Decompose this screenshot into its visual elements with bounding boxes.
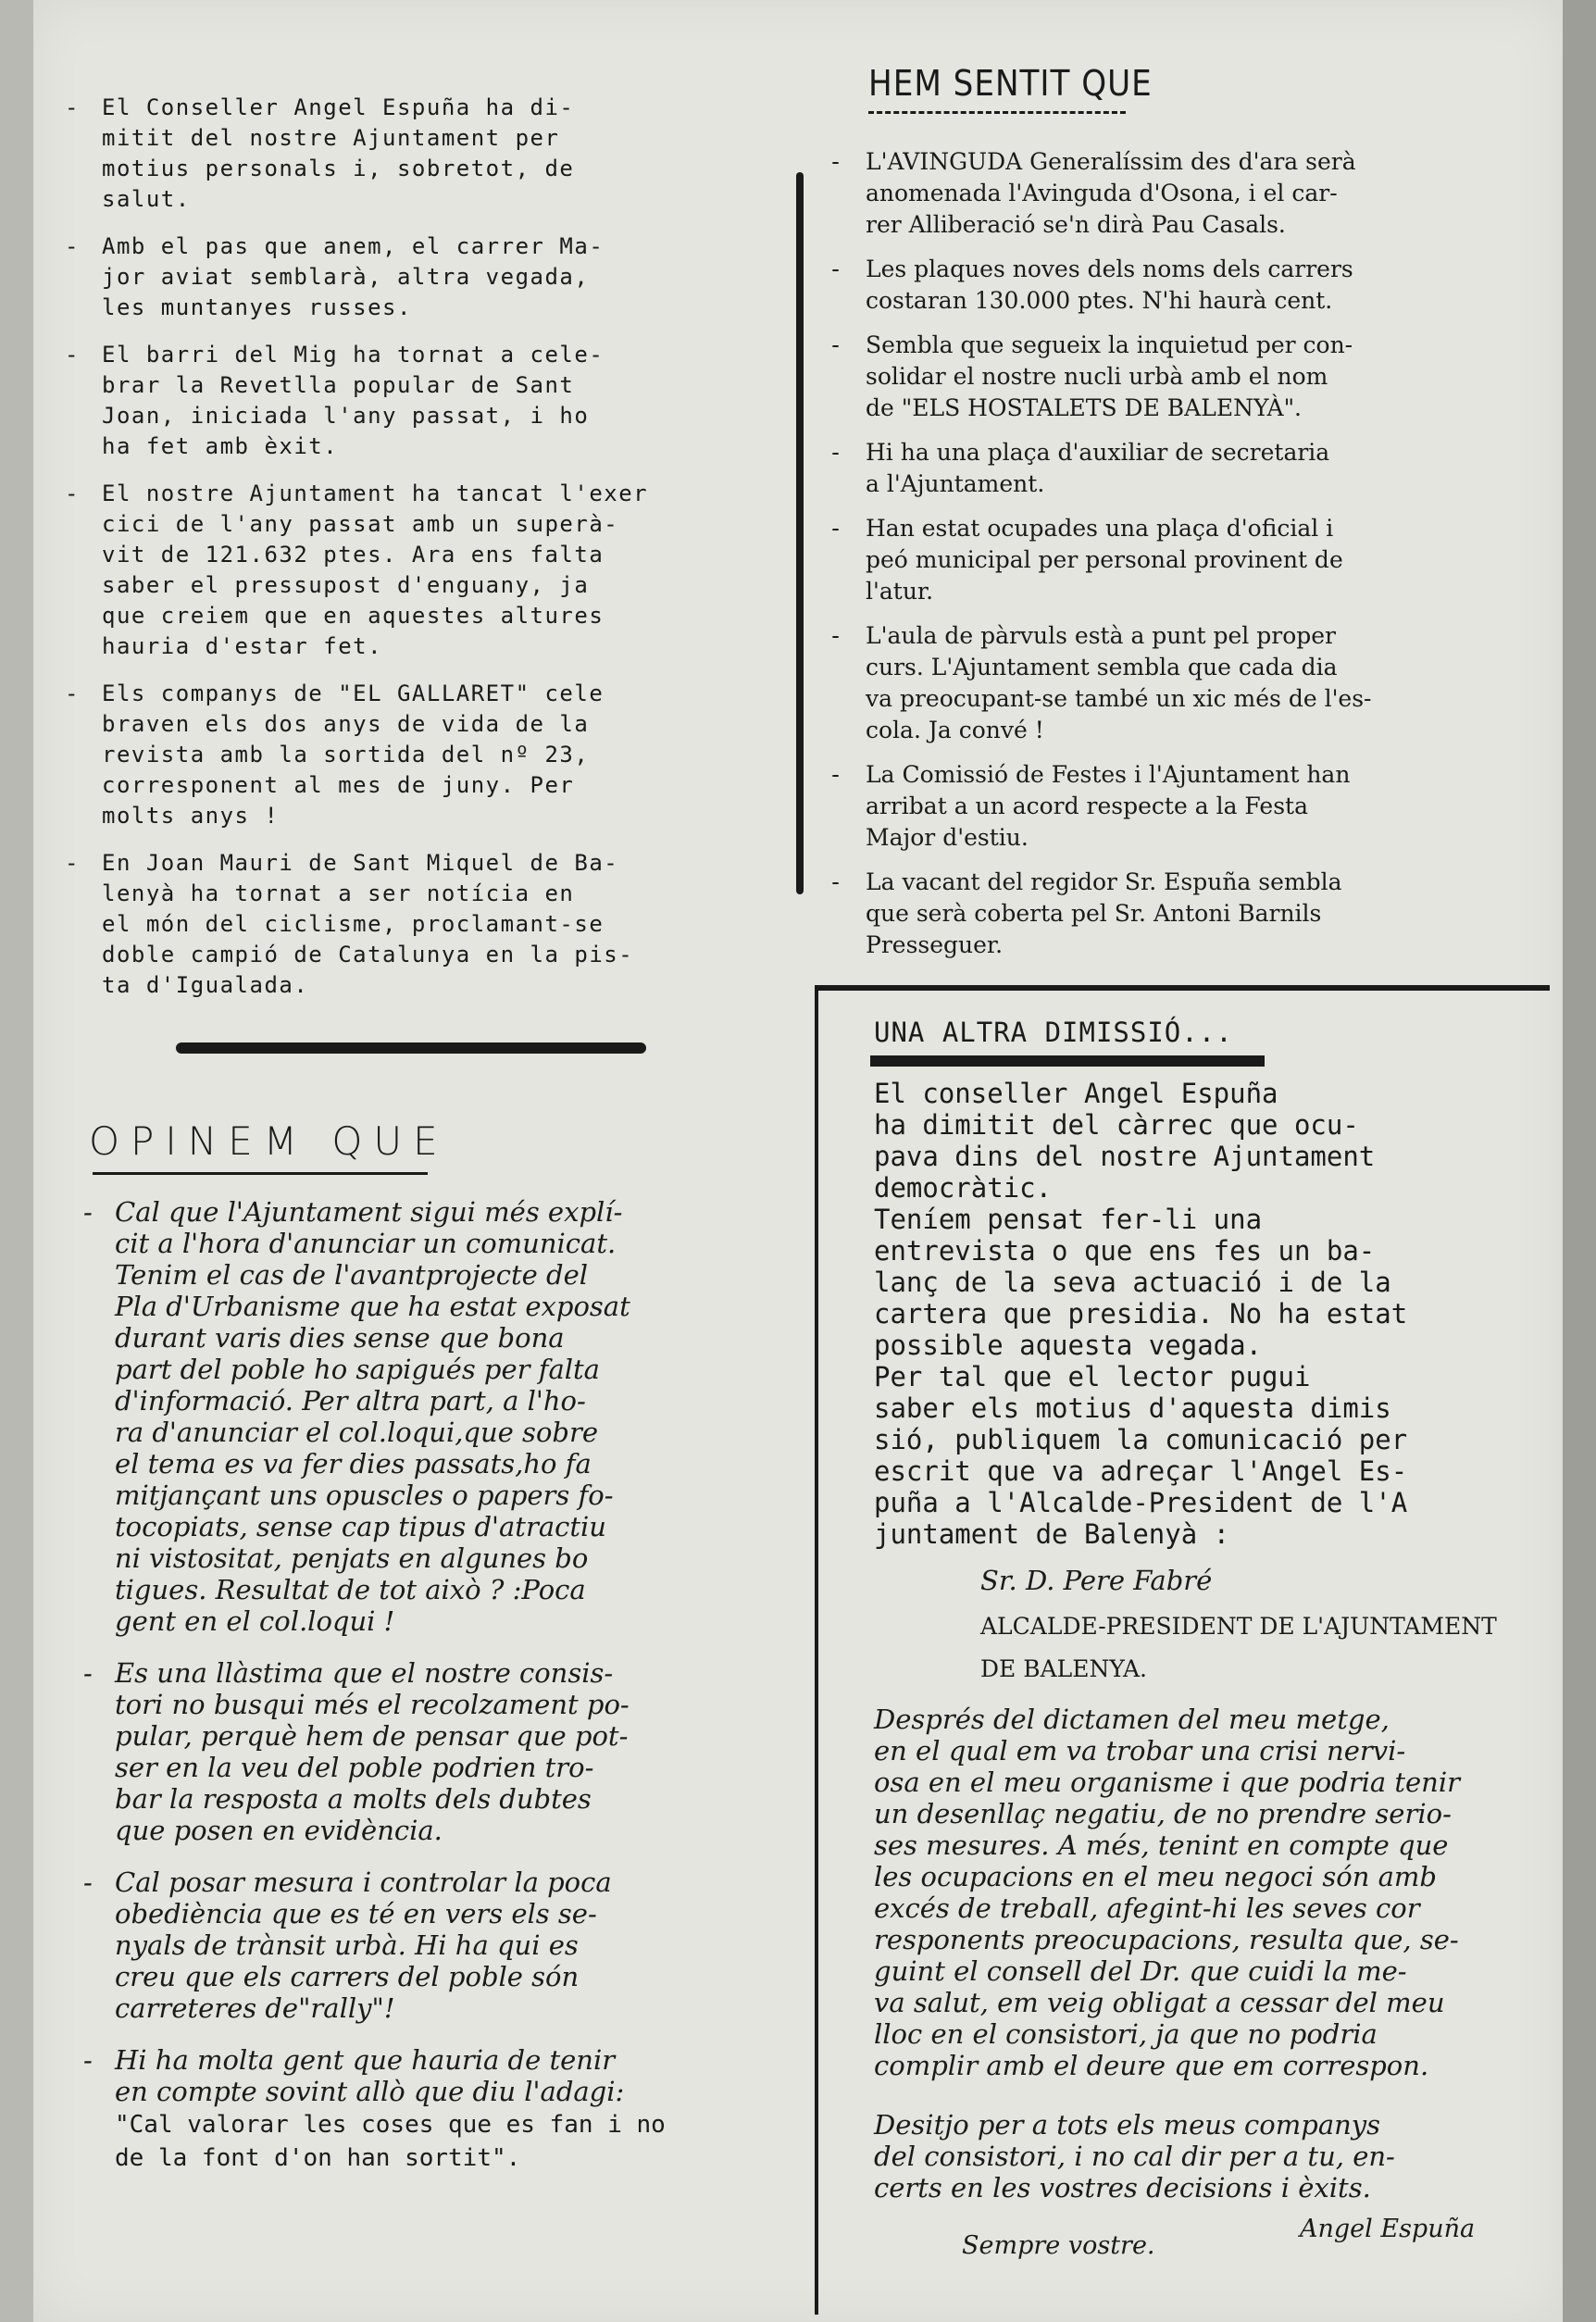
list-item: - L'AVINGUDA Generalíssim des d'ara serà anomenada l'Avinguda d'Osona, i el car- rer Alliberació se'n dirà Pau Casals. [829,148,1356,238]
hem-sentit-heading-rule [868,111,1126,114]
hem-sentit-heading: HEM SENTIT QUE [868,63,1153,104]
letter-footer [874,2203,1522,2268]
list-item: - Sembla que segueix la inquietud per con- solidar el nostre nucli urbà amb el nom de "ELS HOSTALETS DE BALENYÀ". [829,331,1353,421]
list-item: - El barri del Mig ha tornat a cele- brar la Revetlla popular de Sant Joan, iniciada l'any passat, i ho ha fet amb èxit. [65,342,605,459]
list-item: - La vacant del regidor Sr. Espuña sembla que serà coberta pel Sr. Antoni Barnils Presseguer. [829,868,1342,958]
list-item: - Es una llàstima que el nostre consis- tori no busqui més el recolzament po- pular, perquè hem de pensar que pot- ser en la veu del poble podrien tro- bar la resposta a molts dels dubtes que posen en evidència. [83,1657,630,1846]
page-right-edge [1563,0,1596,2322]
list-item: - El nostre Ajuntament ha tancat l'exer cici de l'any passat amb un superà- vit de 121.632 ptes. Ara ens falta saber el pressupost d'enguany, ja que creiem que en aquestes altures hauria d'estar fet. [65,481,649,659]
list-item: - La Comissió de Festes i l'Ajuntament han arribat a un acord respecte a la Festa Major d'estiu. [829,761,1351,851]
list-item: - En Joan Mauri de Sant Miquel de Ba- lenyà ha tornat a ser notícia en el món del ciclisme, proclamant-se doble campió de Catalunya en la pis- ta d'Igualada. [65,850,634,998]
hem-sentit-list [829,146,1495,974]
list-item: - Cal que l'Ajuntament sigui més explí- cit a l'hora d'anunciar un comunicat. Tenim el cas de l'avantprojecte del Pla d'Urbanisme que ha estat exposat durant varis dies sense que bona part del poble ho sapigués per falta d'informació. Per altra part, a l'ho- ra d'anunciar el col.loqui,que sobre el tema es va fer dies passats,ho fa mitjançant uns opuscles o papers fo- tocopiats, sense cap tipus d'atractiu ni vistositat, penjats en algunes bo tigues. Resultat de tot això ? :Poca gent en el col.loqui ! [83,1196,630,1637]
letter-body: Després del dictamen del meu metge, en el qual em va trobar una crisi nervi- osa en el meu organisme i que podria tenir un desenllaç negatiu, de no prendre serio- ses mesures. A més, tenint en compte que les ocupacions en el meu negoci són amb excés de treball, afegint-hi les seves cor responents preocupacions, resulta que, se- guint el consell del Dr. que cuidi la me- va salut, em veig obligat a cessar del meu lloc en el consistori, ja que no podria complir amb el deure que em correspon. [874,1704,1460,2081]
resignation-letter [874,1565,1522,2268]
letter-addressee: ALCALDE-PRESIDENT DE L'AJUNTAMENT DE BALENYA. [980,1613,1497,1682]
section-divider [176,1042,646,1054]
letter-signature: Angel Espuña [1300,2215,1476,2243]
list-item: - Han estat ocupades una plaça d'oficial i peó municipal per personal provinent de l'atur. [829,515,1343,605]
page-left-edge [0,0,33,2322]
letter-closing: Desitjo per a tots els meus companys del consistori, i no cal dir per a tu, en- certs en les vostres decisions i èxits. [874,2109,1395,2203]
list-item: - Hi ha molta gent que hauria de tenir en compte sovint allò que diu l'adagi: "Cal valorar les coses que es fan i no de la font d'on han sortit". [83,2044,666,2172]
letter-sign-off: Sempre vostre. [962,2231,1155,2260]
letter-salutation: Sr. D. Pere Fabré [980,1565,1213,1596]
list-item: - Amb el pas que anem, el carrer Ma- jor aviat semblarà, altra vegada, les muntanyes russes. [65,233,605,320]
list-item: - Els companys de "EL GALLARET" cele braven els dos anys de vida de la revista amb la sortida del nº 23, corresponent al mes de juny. Per molts anys ! [65,680,605,829]
dimissio-heading-rule [870,1055,1265,1067]
dimissio-intro: El conseller Angel Espuña ha dimitit del càrrec que ocu- pava dins del nostre Ajuntament democràtic. Teníem pensat fer-li una entrevista o que ens fes un ba- lanç de la seva actuació i de la cartera que presidia. No ha estat possible aquesta vegada. Per tal que el lector pugui saber els motius d'aquesta dimis sió, publiquem la comunicació per escrit que va adreçar l'Angel Es- puña a l'Alcalde-President de l'A juntament de Balenyà : [874,1078,1408,1550]
column-vertical-rule [796,172,804,894]
opinem-adagi-intro: Hi ha molta gent que hauria de tenir en compte sovint allò que diu l'adagi: [115,2044,625,2107]
list-item: - Cal posar mesura i controlar la poca obediència que es té en vers els se- nyals de trànsit urbà. Hi ha qui es creu que els carrers del poble són carreteres de"rally"! [83,1866,612,2024]
list-item: - Les plaques noves dels noms dels carrers costaran 130.000 ptes. N'hi haurà cent. [829,256,1353,314]
left-news-list [65,93,768,1017]
list-item: - El Conseller Angel Espuña ha di- mitit del nostre Ajuntament per motius personals i, sobretot, de salut. [65,94,575,212]
opinem-adagi-quote: "Cal valorar les coses que es fan i no de la font d'on han sortit". [115,2111,666,2172]
opinem-heading: OPINEM QUE [89,1118,449,1164]
dimissio-heading: UNA ALTRA DIMISSIÓ... [874,1017,1233,1048]
opinem-list [83,1196,787,2194]
opinem-heading-rule [93,1172,428,1175]
list-item: - Hi ha una plaça d'auxiliar de secretaria a l'Ajuntament. [829,439,1330,497]
list-item: - L'aula de pàrvuls està a punt pel proper curs. L'Ajuntament sembla que cada dia va preocupant-se també un xic més de l'es- cola. Ja convé ! [829,622,1372,743]
